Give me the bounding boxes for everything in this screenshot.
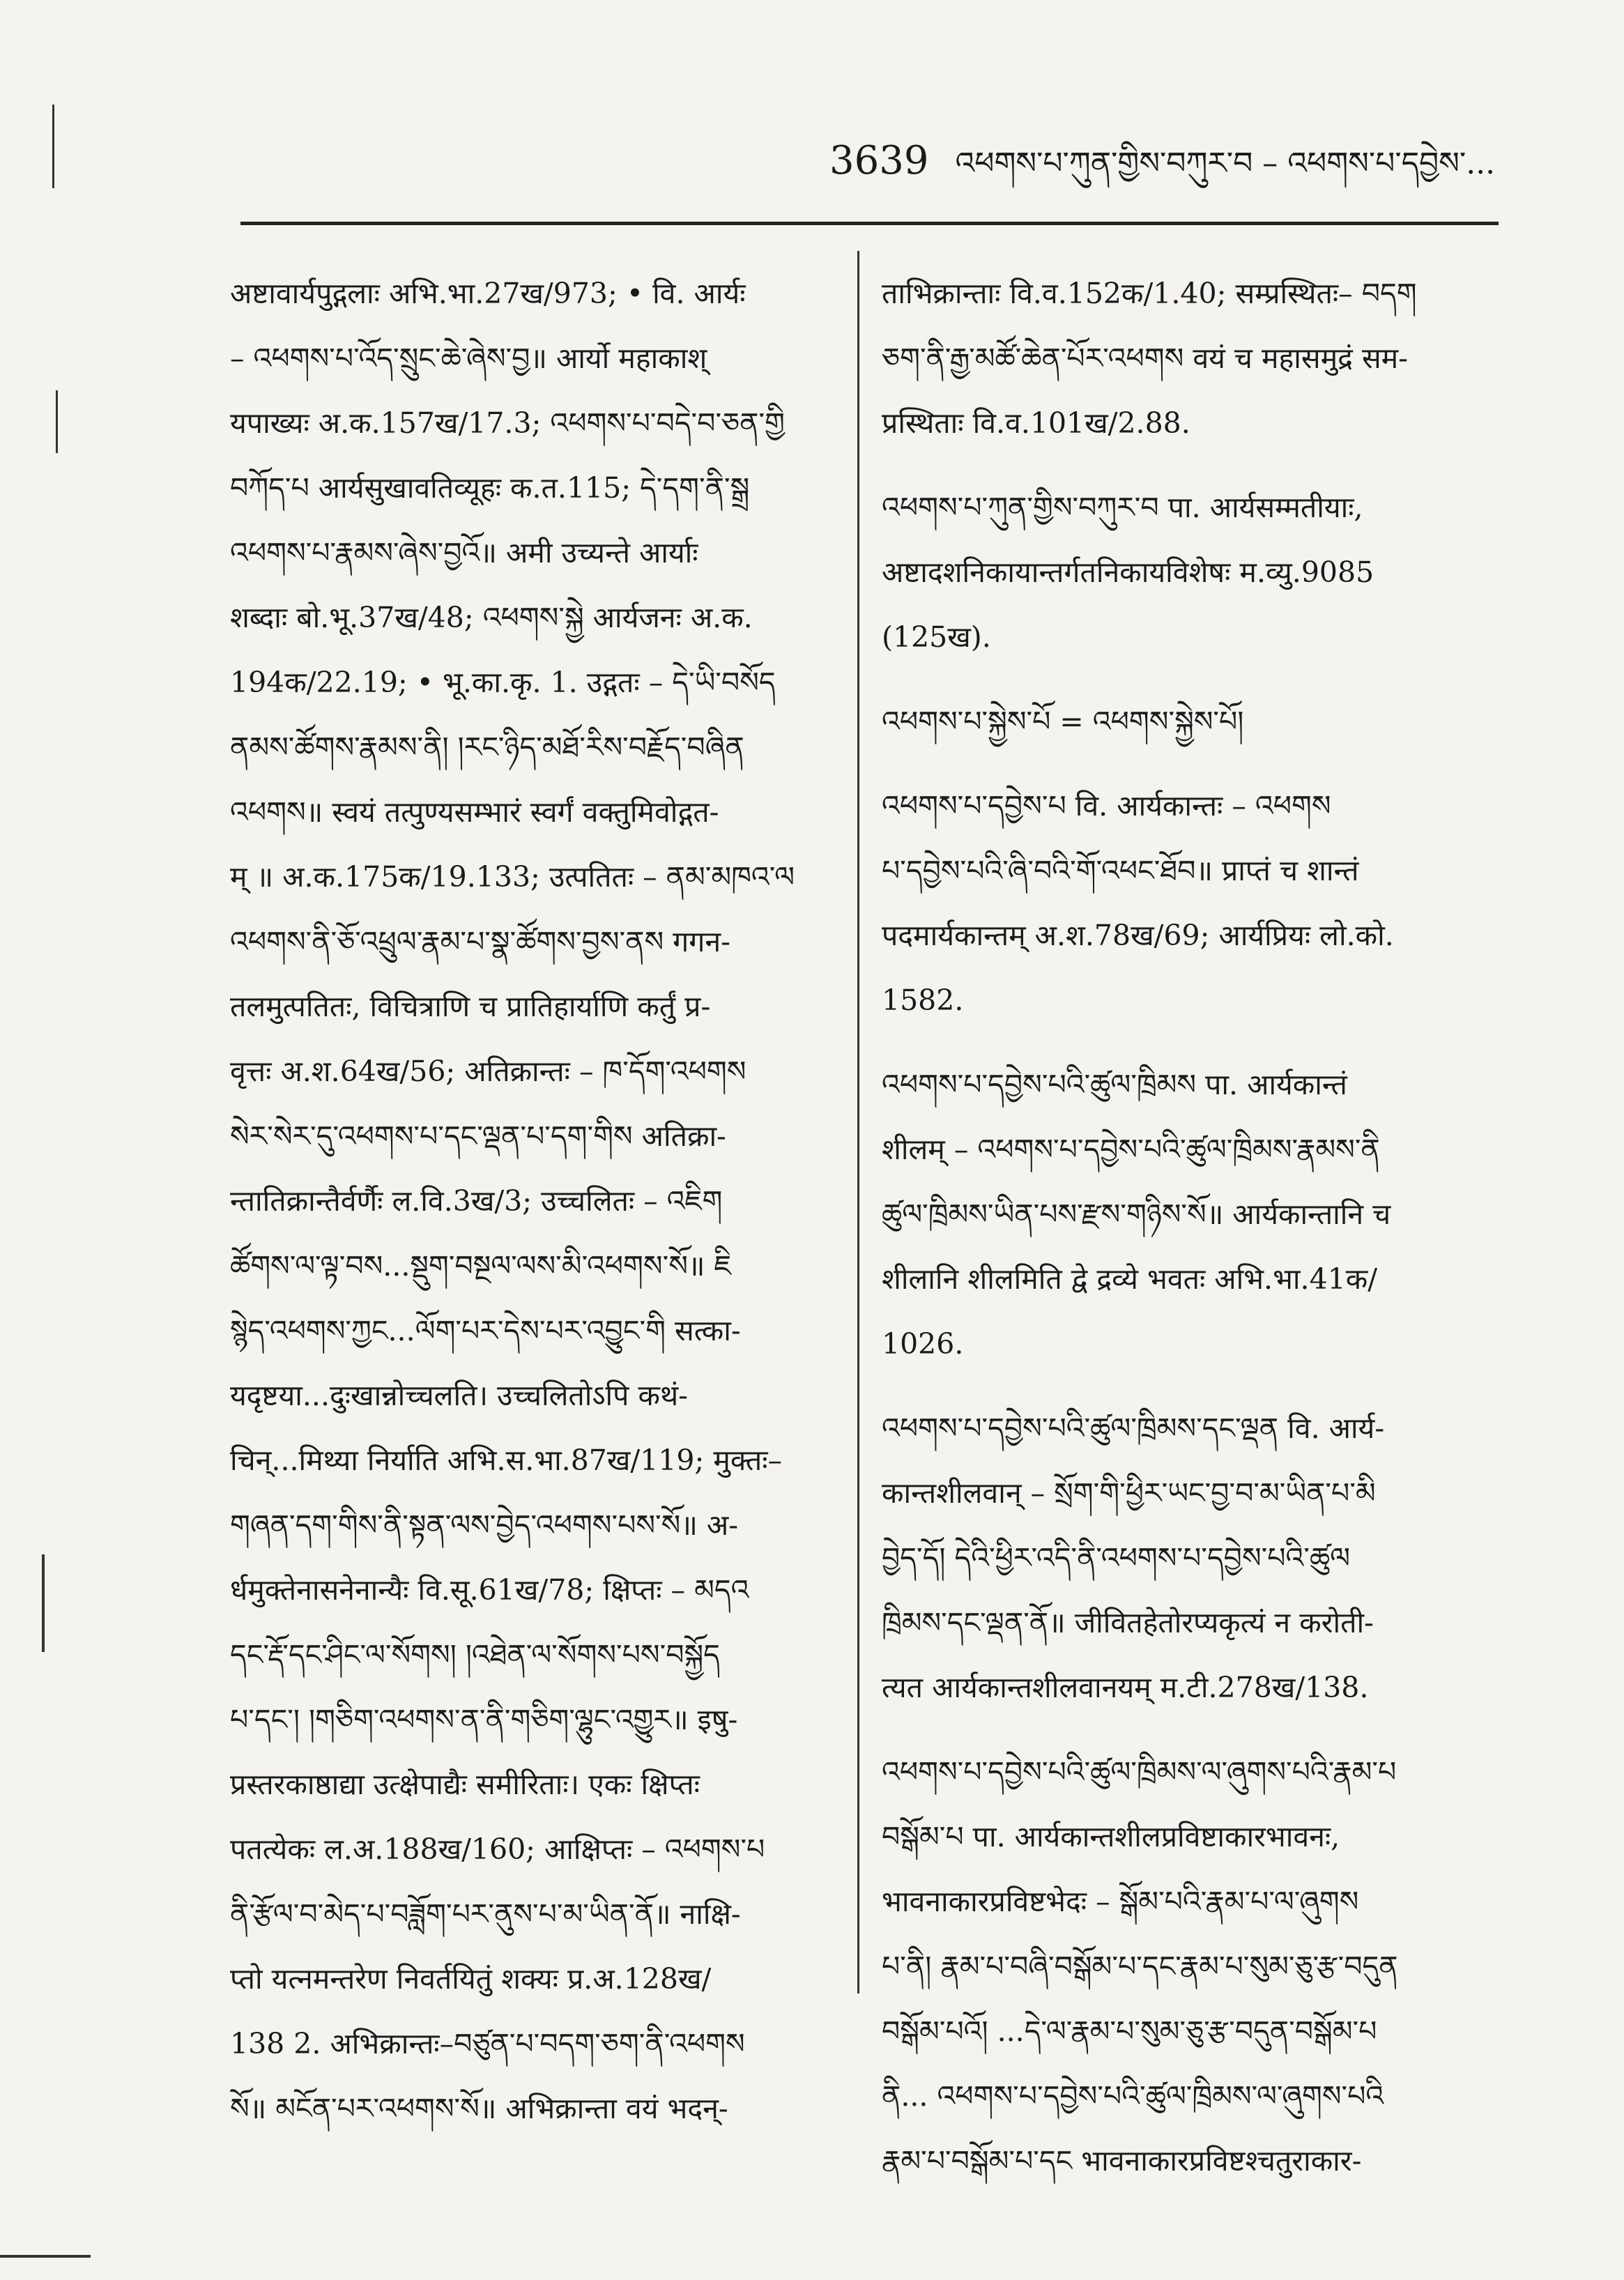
header-range: འཕགས་པ་ཀུན་གྱིས་བཀུར་བ – འཕགས་པ་དབྱེས་... (955, 146, 1496, 181)
text-line: शब्दाः बो.भू.37ख/48; འཕགས་སྐྱེ आर्यजनः अ.क. (230, 601, 753, 634)
running-header (829, 129, 1499, 215)
text-line: अष्टावार्यपुद्गलाः अभि.भा.27ख/973; • वि. आर्यः (230, 277, 746, 310)
text-line: པ་ནི། རྣམ་པ་བཞི་བསྒོམ་པ་དང་རྣམ་པ་སུམ་ཅུ་རྩ་བདུན (882, 1950, 1398, 1983)
text-line: भावनाकारप्रविष्टभेदः – སྒོམ་པའི་རྣམ་པ་ལ་ཞུགས (882, 1885, 1359, 1918)
text-line: འཕགས་པ་དབྱེས་པའི་ཚུལ་ཁྲིམས पा. आर्यकान्तं (882, 1068, 1347, 1101)
text-line: འཕགས་པ་སྐྱེས་པོ = འཕགས་སྐྱེས་པོ། (882, 705, 1244, 738)
text-line: འཕགས་པ་དབྱེས་པ वि. आर्यकान्तः – འཕགས (882, 789, 1331, 823)
text-line: यपाख्यः अ.क.157ख/17.3; འཕགས་པ་བདེ་བ་ཅན་གྱི (230, 406, 785, 440)
text-line: པ་དབྱེས་པའི་ཞི་བའི་གོ་འཕང་ཐོབ॥ प्राप्तं च शान्तं (882, 854, 1359, 887)
text-line: प्तो यत्नमन्तरेण निवर्तयितुं शक्यः प्र.अ.128ख/ (230, 1962, 712, 1996)
text-line: शीलम् – འཕགས་པ་དབྱེས་པའི་ཚུལ་ཁྲིམས་རྣམས་ནི (882, 1133, 1380, 1166)
text-line: वृत्तः अ.श.64ख/56; अतिक्रान्तः – ཁ་དོག་འཕགས (230, 1055, 746, 1088)
entry-gap (882, 1033, 1495, 1053)
text-line: चिन्...मिथ्या निर्याति अभि.स.भा.87ख/119; मुक्तः– (230, 1444, 782, 1477)
text-line: ནི... འཕགས་པ་དབྱེས་པའི་ཚུལ་ཁྲིམས་ལ་ཞུགས་པའི (882, 2079, 1384, 2113)
header-rule (240, 222, 1499, 225)
scan-mark (0, 2255, 91, 2258)
text-line: अष्टादशनिकायान्तर्गतनिकायविशेषः म.व्यु.9085 (882, 556, 1374, 589)
text-line: ཚུལ་ཁྲིམས་ཡིན་པས་རྫས་གཉིས་སོ॥ आर्यकान्तानि च (882, 1198, 1391, 1231)
text-line: སེར་སེར་དུ་འཕགས་པ་དང་ལྡན་པ་དག་གིས अतिक्रा- (230, 1119, 726, 1153)
text-line: འཕགས་པ་རྣམས་ཞེས་བྱའོ॥ अमी उच्यन्ते आर्याः (230, 536, 698, 569)
right-column (882, 261, 1495, 2194)
text-line: སོ॥ མངོན་པར་འཕགས་སོ॥ अभिक्रान्ता वयं भदन्- (230, 2092, 728, 2125)
text-line: 138 2. अभिक्रान्तः–བཙུན་པ་བདག་ཅག་ནི་འཕགས (230, 2027, 745, 2060)
text-line: शीलानि शीलमिति द्वे द्रव्ये भवतः अभि.भा.41क/ (882, 1262, 1378, 1296)
text-line: ཁྲིམས་དང་ལྡན་ནོ॥ जीवितहेतोरप्यकृत्यं न करोती- (882, 1606, 1374, 1639)
text-line: བྱེད་དོ། དེའི་ཕྱིར་འདི་ནི་འཕགས་པ་དབྱེས་པའི་ཚུལ (882, 1541, 1351, 1575)
text-line: कान्तशीलवान् – སྲོག་གི་ཕྱིར་ཡང་བྱ་བ་མ་ཡིན་པ་མི (882, 1476, 1376, 1510)
text-line: འཕགས་པ་ཀུན་གྱིས་བཀུར་བ पा. आर्यसम्मतीयाः, (882, 491, 1363, 524)
text-line: म् ॥ अ.क.175क/19.133; उत्पतितः – ནམ་མཁའ་ལ (230, 860, 795, 894)
entry-gap (882, 1377, 1495, 1396)
text-line: བསྒོམ་པ पा. आर्यकान्तशीलप्रविष्टाकारभावनः, (882, 1820, 1340, 1853)
text-line: འཕགས॥ स्वयं तत्पुण्यसम्भारं स्वर्गं वक्तुमिवोद्गत- (230, 795, 719, 829)
text-line: प्रस्थिताः वि.व.101ख/2.88. (882, 406, 1190, 440)
text-line: यदृष्टया...दुःखान्नोच्चलति। उच्चलितोऽपि कथं- (230, 1379, 689, 1412)
text-line: 1026. (882, 1327, 964, 1361)
text-line: र्धमुक्तेनासनेनान्यैः वि.सू.61ख/78; क्षिप्तः – མདའ (230, 1573, 749, 1607)
text-line: ཚོགས་ལ་ལྟ་བས...སྡུག་བསྔལ་ལས་མི་འཕགས་སོ॥ ཇི (230, 1249, 732, 1283)
text-line: – འཕགས་པ་འོད་སྲུང་ཆེ་ཞེས་བྱ॥ आर्यो महाकाश् (230, 342, 707, 375)
text-line: གཞན་དག་གིས་ནི་སྟན་ལས་བྱེད་འཕགས་པས་སོ॥ अ- (230, 1508, 739, 1542)
text-line: 194क/22.19; • भू.का.कृ. 1. उद्गतः – དེ་ཡི་བསོད (230, 666, 776, 699)
text-line: དང་རྡོ་དང་ཤིང་ལ་སོགས། །འཐེན་ལ་སོགས་པས་བསྐྱོད (230, 1638, 720, 1671)
text-line: བསྒོམ་པའོ། ...དེ་ལ་རྣམ་པ་སུམ་ཅུ་རྩ་བདུན་བསྒོམ་པ (882, 2014, 1377, 2048)
page-number: 3639 (829, 138, 929, 183)
text-line: ནམས་ཚོགས་རྣམས་ནི། །རང་ཉིད་མཐོ་རིས་བརྗོད་བཞིན (230, 730, 744, 764)
text-line: त्यत आर्यकान्तशीलवानयम् म.टी.278ख/138. (882, 1671, 1369, 1704)
scan-mark (56, 390, 58, 453)
text-line: འཕགས་པ་དབྱེས་པའི་ཚུལ་ཁྲིམས་ལ་ཞུགས་པའི་རྣམ་པ (882, 1755, 1397, 1789)
text-line: ताभिक्रान्ताः वि.व.152क/1.40; सम्प्रस्थितः– བདག (882, 277, 1417, 310)
text-line: པ་དང་། །གཅིག་འཕགས་ན་ནི་གཅིག་ལྷུང་འགྱུར॥ इषु- (230, 1703, 738, 1736)
text-line: ནི་རྩོལ་བ་མེད་པ་བཟློག་པར་ནུས་པ་མ་ཡིན་ནོ॥ नाक्षि- (230, 1897, 741, 1931)
text-line: (125ख). (882, 620, 991, 654)
text-line: न्तातिक्रान्तैर्वर्णैः ल.वि.3ख/3; उच्चलितः – འཇིག (230, 1184, 723, 1218)
text-line: पतत्येकः ल.अ.188ख/160; आक्षिप्तः – འཕགས་པ (230, 1833, 765, 1866)
text-line: पदमार्यकान्तम् अ.श.78ख/69; आर्यप्रियः लो.को. (882, 919, 1394, 952)
entry-gap (882, 456, 1495, 475)
scan-mark (52, 105, 54, 188)
scan-mark (42, 1554, 45, 1652)
text-line: तलमुत्पतितः, विचित्राणि च प्रातिहार्याणि कर्तुं प्र- (230, 990, 711, 1023)
text-line: འཕགས་ནི་ཅོ་འཕྲུལ་རྣམ་པ་སྣ་ཚོགས་བྱས་ནས गगन- (230, 925, 730, 958)
column-divider (857, 251, 859, 1994)
text-line: རྣམ་པ་བསྒོམ་པ་དང भावनाकारप्रविष्टश्चतुराकार- (882, 2144, 1362, 2178)
text-line: འཕགས་པ་དབྱེས་པའི་ཚུལ་ཁྲིམས་དང་ལྡན वि. आर्य- (882, 1411, 1385, 1445)
entry-gap (882, 1720, 1495, 1740)
text-line: སྙེད་འཕགས་ཀྱང...ལོག་པར་དེས་པར་འབྱུང་གི सत्का- (230, 1314, 741, 1347)
entry-gap (882, 754, 1495, 774)
entry-gap (882, 670, 1495, 689)
text-line: ཅག་ནི་རྒྱ་མཚོ་ཆེན་པོར་འཕགས वयं च महासमुद्रं सम- (882, 342, 1409, 375)
text-line: 1582. (882, 984, 964, 1017)
left-column (230, 261, 829, 2141)
text-line: प्रस्तरकाष्ठाद्या उत्क्षेपाद्यैः समीरिताः। एकः क्षिप्तः (230, 1768, 700, 1801)
text-line: བཀོད་པ आर्यसुखावतिव्यूहः क.त.115; དེ་དག་ནི་སྒྲ (230, 471, 750, 505)
